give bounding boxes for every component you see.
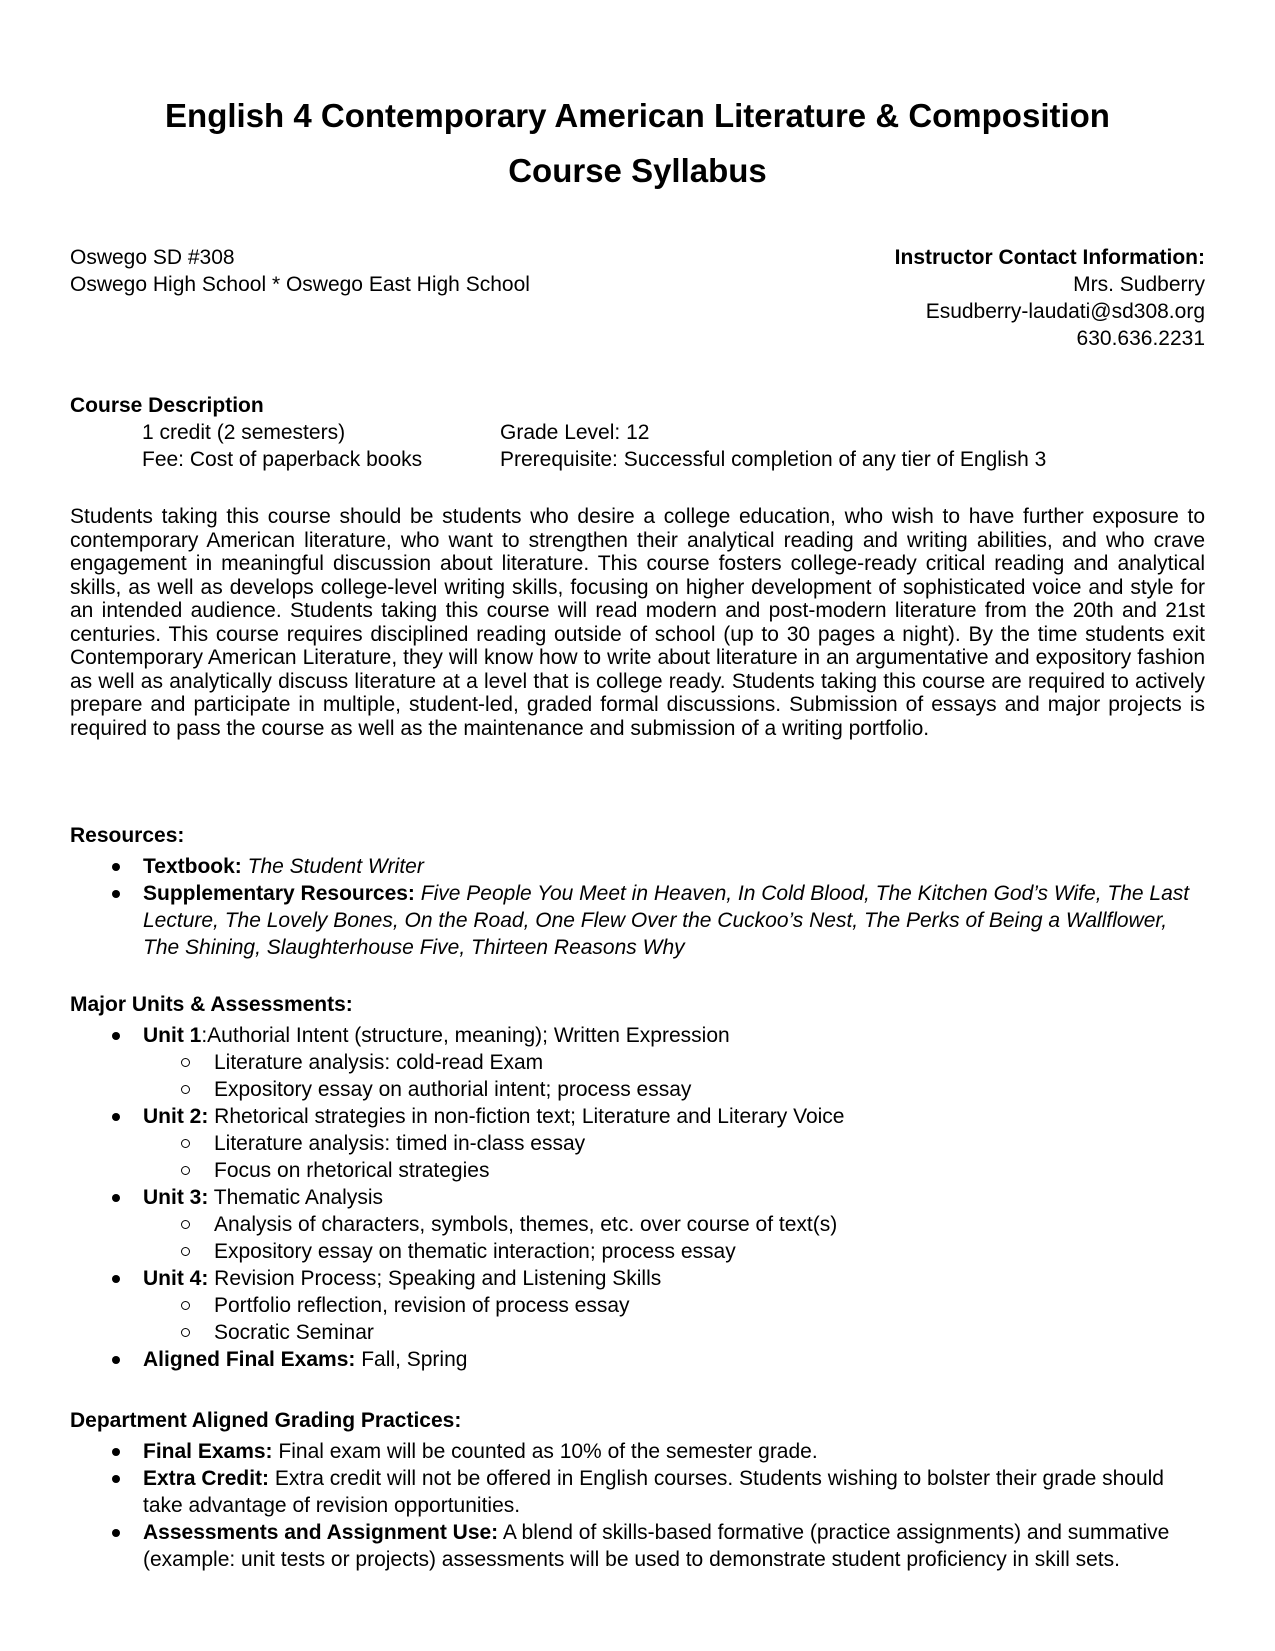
item-text: Final exam will be counted as 10% of the semester grade. (272, 1440, 818, 1463)
sub-item (70, 1049, 1205, 1076)
unit-item (70, 1346, 1205, 1373)
item-text: Five People You Meet in Heaven, In Cold Blood, The Kitchen God’s Wife, The Last Lecture, The Lovely Bones, On the Road, One Flew Over the Cuckoo’s Nest, The Perks of Being a Wallflower, The Shining, Slaughterhouse Five, Thirteen Reasons Why (143, 882, 1190, 959)
fee-info: Fee: Cost of paperback books (142, 448, 423, 471)
bullet-icon (112, 1475, 120, 1483)
sub-item-text: Socratic Seminar (214, 1321, 374, 1344)
sub-item (70, 1130, 1205, 1157)
title-line-2: Course Syllabus (508, 152, 767, 189)
list-item (70, 1465, 1205, 1519)
unit-text: Revision Process; Speaking and Listening Skills (208, 1267, 662, 1290)
unit-item-text (143, 1265, 1205, 1292)
item-label: Textbook: (143, 855, 242, 878)
list-item-text (143, 1519, 1205, 1573)
sub-item-text: Literature analysis: timed in-class essay (214, 1132, 586, 1155)
sub-item-text: Literature analysis: cold-read Exam (214, 1051, 544, 1074)
unit-item-text (143, 1022, 1205, 1049)
sub-item (70, 1292, 1205, 1319)
course-description-paragraph: Students taking this course should be students who desire a college education, who wish to have further exposure to contemporary American literature, who want to strengthen their analytical reading and writing abilities, and who crave engagement in meaningful discussion about literature. This course fosters college-ready critical reading and analytical skills, as well as develops college-level writing skills, focusing on higher development of sophisticated voice and style for an intended audience. Students taking this course will read modern and post-modern literature from the 20th and 21st centuries. This course requires disciplined reading outside of school (up to 30 pages a night). By the time students exit Contemporary American Literature, they will know how to write about literature in an argumentative and expository fashion as well as analytically discuss literature at a level that is college ready. Students taking this course are required to actively prepare and participate in multiple, student-led, graded formal discussions. Submission of essays and major projects is required to pass the course as well as the maintenance and submission of a writing portfolio. (70, 505, 1205, 740)
contact-email: Esudberry-laudati@sd308.org (925, 300, 1205, 323)
header-row (70, 244, 1205, 352)
bullet-icon (112, 1275, 120, 1283)
circle-bullet-icon (181, 1247, 190, 1256)
bullet-icon (112, 1194, 120, 1202)
sub-item-text: Focus on rhetorical strategies (214, 1159, 490, 1182)
sub-item-text: Expository essay on thematic interaction; process essay (214, 1240, 736, 1263)
major-units-list (70, 1022, 1205, 1373)
course-detail-row (70, 419, 1205, 446)
list-item (70, 1438, 1205, 1465)
item-label: Final Exams: (143, 1440, 273, 1463)
sub-item (70, 1211, 1205, 1238)
unit-item-text (143, 1184, 1205, 1211)
unit-text: Rhetorical strategies in non-fiction text; Literature and Literary Voice (208, 1105, 845, 1128)
item-label: Supplementary Resources: (143, 882, 415, 905)
item-text: A blend of skills-based formative (practice assignments) and summative (example: unit tests or projects) assessments will be used to demonstrate student proficiency in skill sets. (143, 1521, 1170, 1571)
item-text: The Student Writer (241, 855, 424, 878)
sub-item (70, 1319, 1205, 1346)
item-label: Assessments and Assignment Use: (143, 1521, 499, 1544)
section-heading-grading-practices: Department Aligned Grading Practices: (70, 1409, 462, 1432)
item-text: Extra credit will not be offered in English courses. Students wishing to bolster their grade should take advantage of revision opportunities. (143, 1467, 1164, 1517)
sub-item (70, 1076, 1205, 1103)
list-item-text (143, 1438, 1205, 1465)
school-info-block (70, 244, 530, 298)
bullet-icon (112, 1448, 120, 1456)
sub-item (70, 1238, 1205, 1265)
contact-phone: 630.636.2231 (1076, 327, 1205, 350)
unit-label: Unit 4: (143, 1267, 209, 1290)
unit-item-text (143, 1103, 1205, 1130)
section-heading-resources: Resources: (70, 824, 185, 847)
list-item-text (143, 853, 1205, 880)
unit-item-text (143, 1346, 1205, 1373)
list-item-text (143, 880, 1205, 961)
bullet-icon (112, 863, 120, 871)
sub-item-text: Analysis of characters, symbols, themes, etc. over course of text(s) (214, 1213, 838, 1236)
item-label: Extra Credit: (143, 1467, 270, 1490)
unit-text: Thematic Analysis (208, 1186, 384, 1209)
document-title (70, 88, 1205, 198)
prerequisite-info: Prerequisite: Successful completion of any tier of English 3 (500, 448, 1047, 471)
unit-item (70, 1103, 1205, 1130)
circle-bullet-icon (181, 1328, 190, 1337)
circle-bullet-icon (181, 1085, 190, 1094)
credit-info: 1 credit (2 semesters) (142, 421, 346, 444)
section-heading-course-description: Course Description (70, 394, 264, 417)
unit-label: Unit 1 (143, 1024, 202, 1047)
unit-label: Unit 3: (143, 1186, 209, 1209)
grade-level: Grade Level: 12 (500, 421, 650, 444)
unit-text: Fall, Spring (355, 1348, 468, 1371)
list-item-text (143, 1465, 1205, 1519)
grading-practices-list (70, 1438, 1205, 1573)
bullet-icon (112, 890, 120, 898)
course-detail-row (70, 446, 1205, 473)
bullet-icon (112, 1356, 120, 1364)
unit-item (70, 1184, 1205, 1211)
instructor-contact-block (895, 244, 1205, 352)
circle-bullet-icon (181, 1058, 190, 1067)
resources-list (70, 853, 1205, 961)
district-name: Oswego SD #308 (70, 246, 235, 269)
sub-item-text: Portfolio reflection, revision of process essay (214, 1294, 630, 1317)
circle-bullet-icon (181, 1220, 190, 1229)
contact-name: Mrs. Sudberry (1073, 273, 1205, 296)
unit-item (70, 1022, 1205, 1049)
list-item (70, 853, 1205, 880)
circle-bullet-icon (181, 1139, 190, 1148)
bullet-icon (112, 1032, 120, 1040)
sub-item-text: Expository essay on authorial intent; process essay (214, 1078, 692, 1101)
section-heading-major-units: Major Units & Assessments: (70, 993, 353, 1016)
list-item (70, 1519, 1205, 1573)
contact-heading: Instructor Contact Information: (894, 246, 1205, 269)
unit-label: Aligned Final Exams: (143, 1348, 356, 1371)
bullet-icon (112, 1113, 120, 1121)
list-item (70, 880, 1205, 961)
circle-bullet-icon (181, 1166, 190, 1175)
sub-item (70, 1157, 1205, 1184)
unit-label: Unit 2: (143, 1105, 209, 1128)
school-names: Oswego High School * Oswego East High School (70, 273, 530, 296)
unit-item (70, 1265, 1205, 1292)
title-line-1: English 4 Contemporary American Literature & Composition (165, 97, 1110, 134)
unit-text: :Authorial Intent (structure, meaning); Written Expression (201, 1024, 730, 1047)
circle-bullet-icon (181, 1301, 190, 1310)
bullet-icon (112, 1529, 120, 1537)
